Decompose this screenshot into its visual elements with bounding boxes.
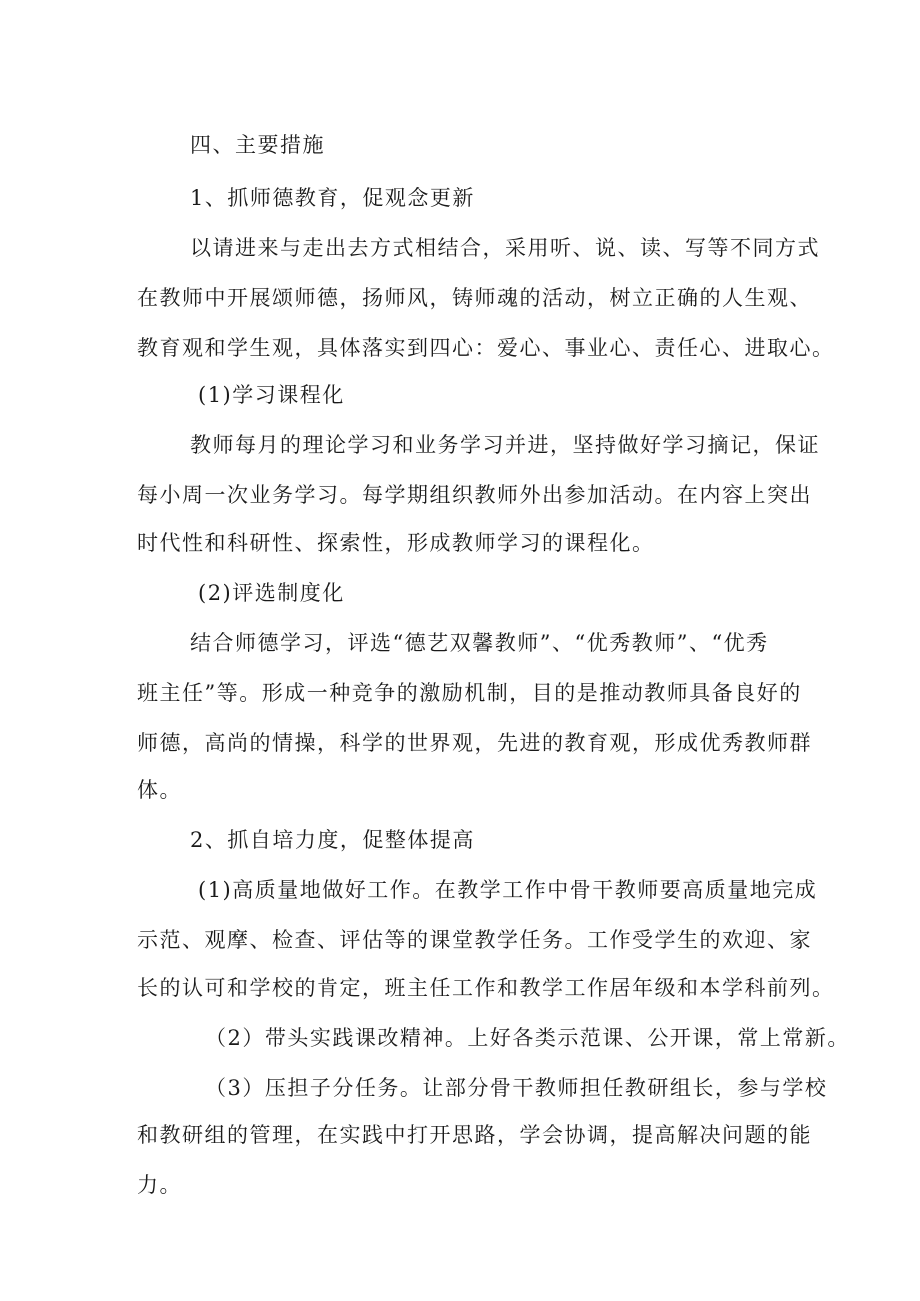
item2-point3-line-1: （3）压担子分任务。让部分骨干教师担任教研组长，参与学校: [205, 1076, 828, 1100]
item1-intro-line-3: 教育观和学生观，具体落实到四心：爱心、事业心、责任心、进取心。: [137, 336, 835, 360]
item1-sub2-line-3: 师德，高尚的情操，科学的世界观，先进的教育观，形成优秀教师群: [137, 731, 812, 755]
item1-sub1-heading: (1)学习课程化: [198, 383, 345, 407]
item1-sub2-line-4: 体。: [137, 778, 182, 802]
item1-heading: 1、抓师德教育，促观念更新: [190, 186, 475, 210]
item1-sub1-line-1: 教师每月的理论学习和业务学习并进，坚持做好学习摘记，保证: [190, 433, 820, 457]
item2-point1-line-1: (1)高质量地做好工作。在教学工作中骨干教师要高质量地完成: [198, 878, 818, 902]
item2-point3-line-3: 力。: [137, 1173, 182, 1197]
item1-sub2-line-1: 结合师德学习，评选“德艺双馨教师”、“优秀教师”、“优秀: [190, 631, 769, 655]
section-heading: 四、主要措施: [190, 133, 325, 157]
item2-point3-line-2: 和教研组的管理，在实践中打开思路，学会协调，提高解决问题的能: [137, 1123, 812, 1147]
item1-intro-line-2: 在教师中开展颂师德，扬师风，铸师魂的活动，树立正确的人生观、: [137, 286, 812, 310]
item2-heading: 2、抓自培力度，促整体提高: [190, 828, 475, 852]
item1-sub2-heading: (2)评选制度化: [198, 581, 345, 605]
item2-point1-line-2: 示范、观摩、检查、评估等的课堂教学任务。工作受学生的欢迎、家: [137, 928, 812, 952]
item1-sub1-line-3: 时代性和科研性、探索性，形成教师学习的课程化。: [137, 531, 655, 555]
item1-sub2-line-2: 班主任”等。形成一种竞争的激励机制，目的是推动教师具备良好的: [137, 681, 802, 705]
item2-point1-line-3: 长的认可和学校的肯定，班主任工作和教学工作居年级和本学科前列。: [137, 976, 835, 1000]
item1-sub1-line-2: 每小周一次业务学习。每学期组织教师外出参加活动。在内容上突出: [137, 483, 812, 507]
item2-point2-line-1: （2）带头实践课改精神。上好各类示范课、公开课，常上常新。: [205, 1026, 850, 1050]
item1-intro-line-1: 以请进来与走出去方式相结合，采用听、说、读、写等不同方式: [190, 236, 820, 260]
